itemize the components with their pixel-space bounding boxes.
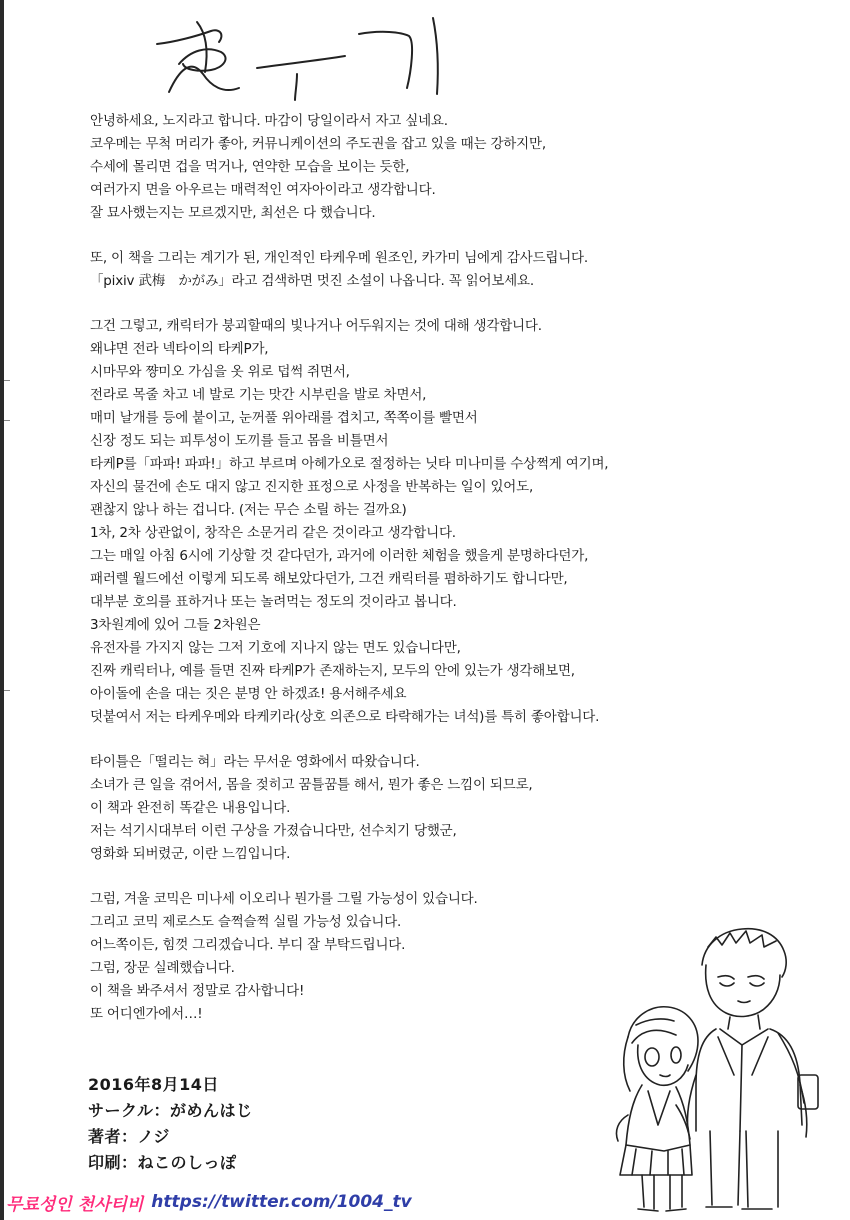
text-line: 「pixiv 武梅 かがみ」라고 검색하면 멋진 소설이 나옵니다. 꼭 읽어보세요. — [90, 273, 534, 289]
text-line: 영화화 되버렸군, 이란 느낌입니다. — [90, 846, 291, 862]
text-line: 또 어디엔가에서…! — [90, 1006, 203, 1022]
text-line: 이 책과 완전히 똑같은 내용입니다. — [90, 800, 291, 816]
text-line: 패러렐 월드에선 이렇게 되도록 해보았다던가, 그건 캐릭터를 폄하하기도 합니다만, — [90, 571, 568, 587]
character-sketch-illustration — [592, 925, 842, 1217]
text-line: 어느쪽이든, 힘껏 그리겠습니다. 부디 잘 부탁드립니다. — [90, 937, 406, 953]
text-line: 왜냐면 전라 넥타이의 타케P가, — [90, 341, 269, 357]
text-line: 대부분 호의를 표하거나 또는 놀려먹는 정도의 것이라고 봅니다. — [90, 594, 457, 610]
text-line: 타케P를「파파! 파파!」하고 부르며 아헤가오로 절정하는 닛타 미나미를 수상쩍게 여기며, — [90, 456, 609, 472]
text-line: 소녀가 큰 일을 겪어서, 몸을 젖히고 꿈틀꿈틀 해서, 뭔가 좋은 느낌이 되므로, — [90, 777, 533, 793]
text-line: 자신의 물건에 손도 대지 않고 진지한 표정으로 사정을 반복하는 일이 있어도, — [90, 479, 534, 495]
colophon-date: 2016年8月14日 — [88, 1075, 219, 1094]
paragraph-characters — [90, 315, 690, 729]
colophon-circle: サークル：がめんはじ — [88, 1101, 253, 1120]
colophon-author: 著者：ノジ — [88, 1127, 170, 1146]
text-line: 그럼, 겨울 코믹은 미나세 이오리나 뭔가를 그릴 가능성이 있습니다. — [90, 891, 478, 907]
text-line: 그건 그렇고, 캐릭터가 붕괴할때의 빛나거나 어두워지는 것에 대해 생각합니다. — [90, 318, 542, 334]
paragraph-greeting — [90, 110, 690, 225]
text-line: 그는 매일 아침 6시에 기상할 것 같다던가, 과거에 이러한 체험을 했을게 분명하다던가, — [90, 548, 589, 564]
colophon — [88, 1072, 253, 1176]
paragraph-title-origin — [90, 751, 690, 866]
spine-mark — [4, 420, 10, 421]
text-line: 3차원계에 있어 그들 2차원은 — [90, 617, 261, 633]
spine-mark — [4, 380, 10, 381]
text-line: 안녕하세요, 노지라고 합니다. 마감이 당일이라서 자고 싶네요. — [90, 113, 448, 129]
text-line: 덧붙여서 저는 타케우메와 타케키라(상호 의존으로 타락해가는 녀석)를 특히 좋아합니다. — [90, 709, 600, 725]
colophon-printer: 印刷：ねこのしっぽ — [88, 1153, 237, 1172]
text-line: 괜찮지 않나 하는 겁니다. (저는 무슨 소릴 하는 걸까요) — [90, 502, 407, 518]
book-spine-edge — [0, 0, 4, 1220]
text-line: 매미 날개를 등에 붙이고, 눈꺼풀 위아래를 겹치고, 쪽쪽이를 빨면서 — [90, 410, 478, 426]
afterword-body — [90, 110, 690, 1048]
text-line: 진짜 캐릭터나, 예를 들면 진짜 타케P가 존재하는지, 모두의 안에 있는가 생각해보면, — [90, 663, 575, 679]
paragraph-thanks — [90, 247, 690, 293]
text-line: 여러가지 면을 아우르는 매력적인 여자아이라고 생각합니다. — [90, 182, 436, 198]
text-line: 그럼, 장문 실례했습니다. — [90, 960, 235, 976]
text-line: 또, 이 책을 그리는 계기가 된, 개인적인 타케우메 원조인, 카가미 님에게 감사드립니다. — [90, 250, 588, 266]
handwritten-title — [145, 12, 465, 102]
text-line: 코우메는 무척 머리가 좋아, 커뮤니케이션의 주도권을 잡고 있을 때는 강하지만, — [90, 136, 546, 152]
watermark-url[interactable]: https://twitter.com/1004_tv — [151, 1192, 412, 1212]
watermark — [6, 1188, 412, 1216]
text-line: 이 책을 봐주셔서 정말로 감사합니다! — [90, 983, 305, 999]
text-line: 잘 묘사했는지는 모르겠지만, 최선은 다 했습니다. — [90, 205, 376, 221]
text-line: 1차, 2차 상관없이, 창작은 소문거리 같은 것이라고 생각합니다. — [90, 525, 456, 541]
text-line: 시마무와 쨩미오 가심을 옷 위로 덥썩 쥐면서, — [90, 364, 350, 380]
text-line: 전라로 목줄 차고 네 발로 기는 맛간 시부린을 발로 차면서, — [90, 387, 427, 403]
text-line: 유전자를 가지지 않는 그저 기호에 지나지 않는 면도 있습니다만, — [90, 640, 461, 656]
spine-mark — [4, 690, 10, 691]
text-line: 수세에 몰리면 겁을 먹거나, 연약한 모습을 보이는 듯한, — [90, 159, 410, 175]
text-line: 아이돌에 손을 대는 짓은 분명 안 하겠죠! 용서해주세요 — [90, 686, 407, 702]
text-line: 그리고 코믹 제로스도 슬쩍슬쩍 실릴 가능성 있습니다. — [90, 914, 402, 930]
watermark-name: 무료성인 천사티비 — [6, 1194, 144, 1215]
text-line: 타이틀은「떨리는 혀」라는 무서운 영화에서 따왔습니다. — [90, 754, 420, 770]
text-line: 신장 정도 되는 피투성이 도끼를 들고 몸을 비틀면서 — [90, 433, 389, 449]
text-line: 저는 석기시대부터 이런 구상을 가졌습니다만, 선수치기 당했군, — [90, 823, 457, 839]
